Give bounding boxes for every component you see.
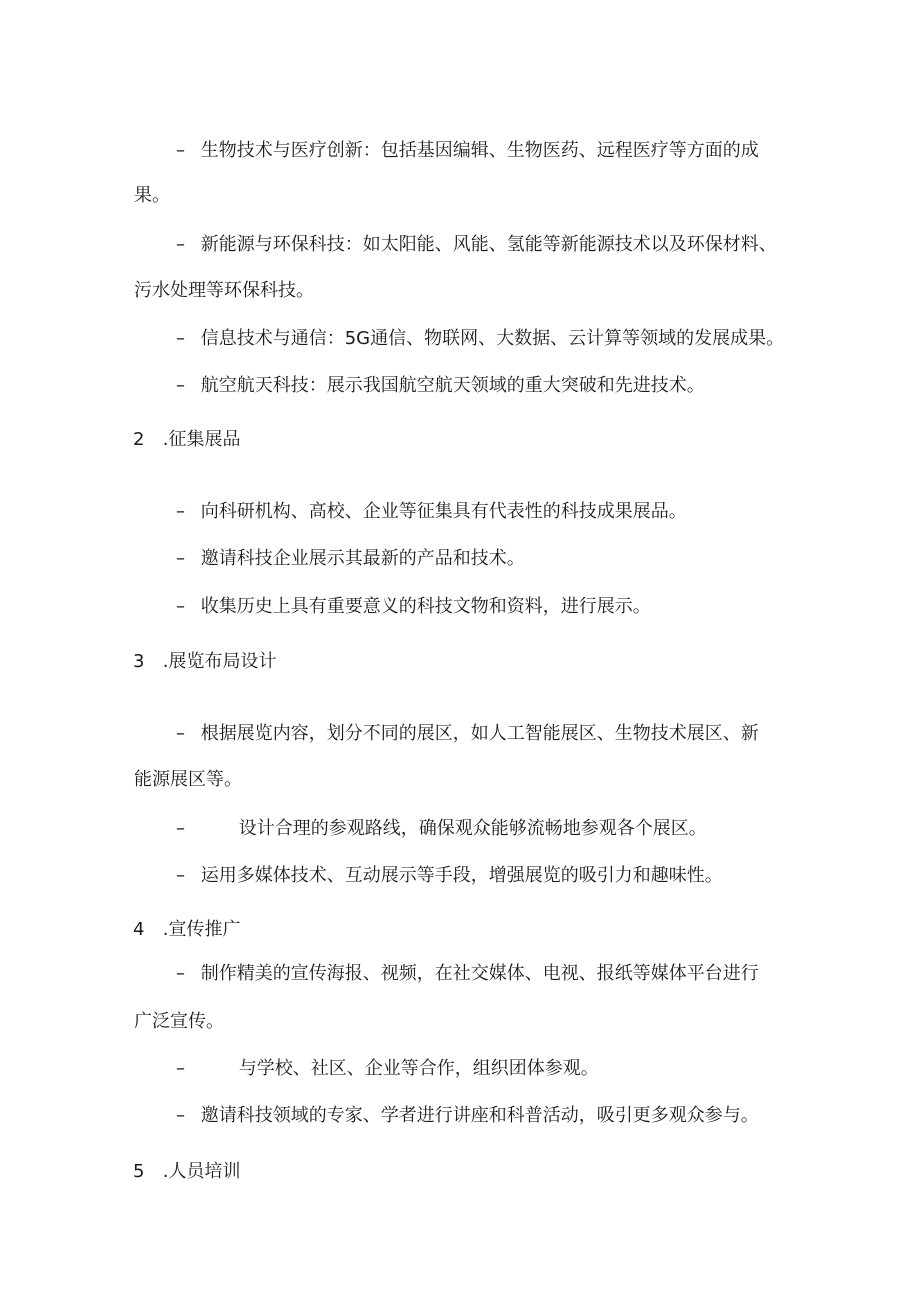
section-number: 3: [133, 651, 145, 672]
list-item-text: 广泛宣传。: [134, 1011, 224, 1032]
section-title: .宣传推广: [162, 919, 241, 940]
list-item-text: 污水处理等环保科技。: [134, 280, 314, 301]
list-item-promo-media: [176, 962, 759, 986]
list-item-new-energy: [176, 233, 777, 257]
list-item-text: 向科研机构、高校、企业等征集具有代表性的科技成果展品。: [200, 501, 687, 522]
section-number: 2: [133, 429, 145, 450]
list-item-text: 新能源与环保科技：如太阳能、风能、氢能等新能源技术以及环保材料、: [200, 234, 777, 255]
list-item-text: 运用多媒体技术、互动展示等手段，增强展览的吸引力和趣味性。: [200, 865, 723, 886]
list-item-route: [176, 817, 707, 841]
list-item-text: 生物技术与医疗创新：包括基因编辑、生物医药、远程医疗等方面的成: [200, 140, 759, 161]
section-title: .征集展品: [162, 429, 241, 450]
section-heading-4: [133, 918, 240, 942]
list-item-invite-companies: [176, 547, 525, 571]
dash-bullet: –: [176, 375, 185, 396]
dash-bullet: –: [176, 818, 185, 839]
list-item-zones-continued: [134, 768, 242, 792]
dash-bullet: –: [176, 963, 185, 984]
dash-bullet: –: [176, 328, 185, 349]
list-item-biotech: [176, 139, 759, 163]
list-item-text: 能源展区等。: [134, 769, 242, 790]
list-item-experts: [176, 1104, 759, 1128]
dash-bullet: –: [176, 548, 185, 569]
list-item-text: 收集历史上具有重要意义的科技文物和资料，进行展示。: [200, 596, 651, 617]
dash-bullet: –: [176, 234, 185, 255]
section-title: .展览布局设计: [162, 651, 277, 672]
section-heading-3: [133, 650, 276, 674]
list-item-it-communication: [176, 327, 784, 351]
dash-bullet: –: [176, 723, 185, 744]
list-item-aerospace: [176, 374, 705, 398]
list-item-new-energy-continued: [134, 279, 314, 303]
dash-bullet: –: [176, 1058, 185, 1079]
list-item-collect-research: [176, 500, 687, 524]
list-item-text: 信息技术与通信：5G通信、物联网、大数据、云计算等领域的发展成果。: [200, 328, 785, 349]
list-item-text: 航空航天科技：展示我国航空航天领域的重大突破和先进技术。: [200, 375, 705, 396]
list-item-text: 与学校、社区、企业等合作，组织团体参观。: [238, 1058, 599, 1079]
list-item-text: 设计合理的参观路线，确保观众能够流畅地参观各个展区。: [238, 818, 707, 839]
dash-bullet: –: [176, 596, 185, 617]
list-item-multimedia: [176, 864, 723, 888]
list-item-collect-history: [176, 595, 651, 619]
list-item-zones: [176, 722, 759, 746]
list-item-text: 果。: [134, 185, 170, 206]
dash-bullet: –: [176, 1105, 185, 1126]
list-item-cooperation: [176, 1057, 599, 1081]
list-item-text: 邀请科技领域的专家、学者进行讲座和科普活动，吸引更多观众参与。: [200, 1105, 759, 1126]
section-heading-2: [133, 428, 240, 452]
dash-bullet: –: [176, 865, 185, 886]
dash-bullet: –: [176, 501, 185, 522]
list-item-text: 邀请科技企业展示其最新的产品和技术。: [200, 548, 525, 569]
section-number: 5: [133, 1161, 145, 1182]
dash-bullet: –: [176, 140, 185, 161]
list-item-biotech-continued: [134, 184, 170, 208]
section-title: .人员培训: [162, 1161, 241, 1182]
list-item-promo-media-continued: [134, 1010, 224, 1034]
list-item-text: 制作精美的宣传海报、视频，在社交媒体、电视、报纸等媒体平台进行: [200, 963, 759, 984]
section-heading-5: [133, 1160, 240, 1184]
list-item-text: 根据展览内容，划分不同的展区，如人工智能展区、生物技术展区、新: [200, 723, 759, 744]
section-number: 4: [133, 919, 145, 940]
